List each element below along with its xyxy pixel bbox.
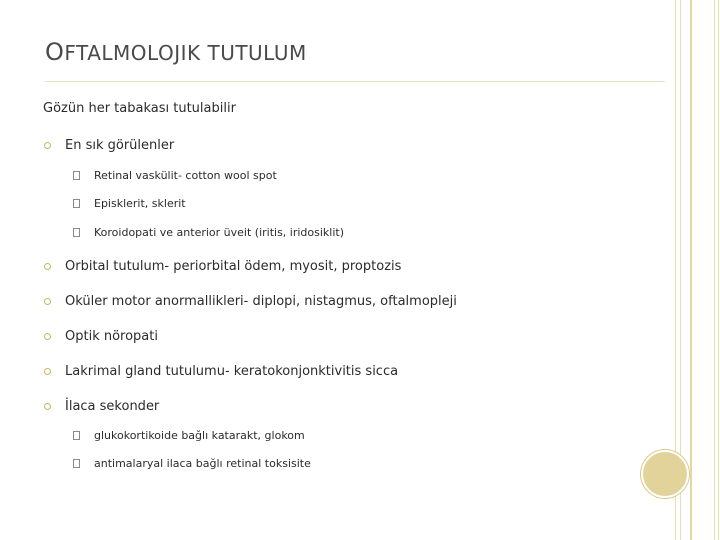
box-bullet-icon [73,459,80,468]
circle-bullet-icon [44,263,51,270]
title-divider [45,81,665,82]
list-item-text: İlaca sekonder [65,399,160,414]
decorative-circle [641,450,689,498]
list-item-text: Retinal vaskülit- cotton wool spot [94,169,277,182]
list-item-text: Koroidopati ve anterior üveit (iritis, iridosiklit) [94,226,345,239]
title-initial: O [45,38,65,66]
list-item-text: Lakrimal gland tutulumu- keratokonjonktivitis sicca [65,364,399,379]
list-item-text: Orbital tutulum- periorbital ödem, myosit, proptozis [65,259,402,274]
box-bullet-icon [73,199,80,208]
list-item-text: Oküler motor anormallikleri- diplopi, nistagmus, oftalmopleji [65,294,457,309]
circle-bullet-icon [44,403,51,410]
list-item-text: En sık görülenler [65,138,175,153]
decorative-border-line [714,0,715,540]
circle-bullet-icon [44,333,51,340]
list-item-text: antimalaryal ilaca bağlı retinal toksisite [94,457,311,470]
decorative-border-line [690,0,692,540]
circle-bullet-icon [44,298,51,305]
list-item-text: Optik nöropati [65,329,158,344]
list-item-text: glukokortikoide bağlı katarakt, glokom [94,429,305,442]
box-bullet-icon [73,171,80,180]
slide-title [45,38,307,66]
decorative-border-line [718,0,719,540]
circle-bullet-icon [44,142,51,149]
list-item-text: Episklerit, sklerit [94,197,186,210]
circle-bullet-icon [44,368,51,375]
box-bullet-icon [73,228,80,237]
intro-text: Gözün her tabakası tutulabilir [43,101,236,116]
box-bullet-icon [73,431,80,440]
title-rest: FTALMOLOJIK TUTULUM [64,41,307,65]
